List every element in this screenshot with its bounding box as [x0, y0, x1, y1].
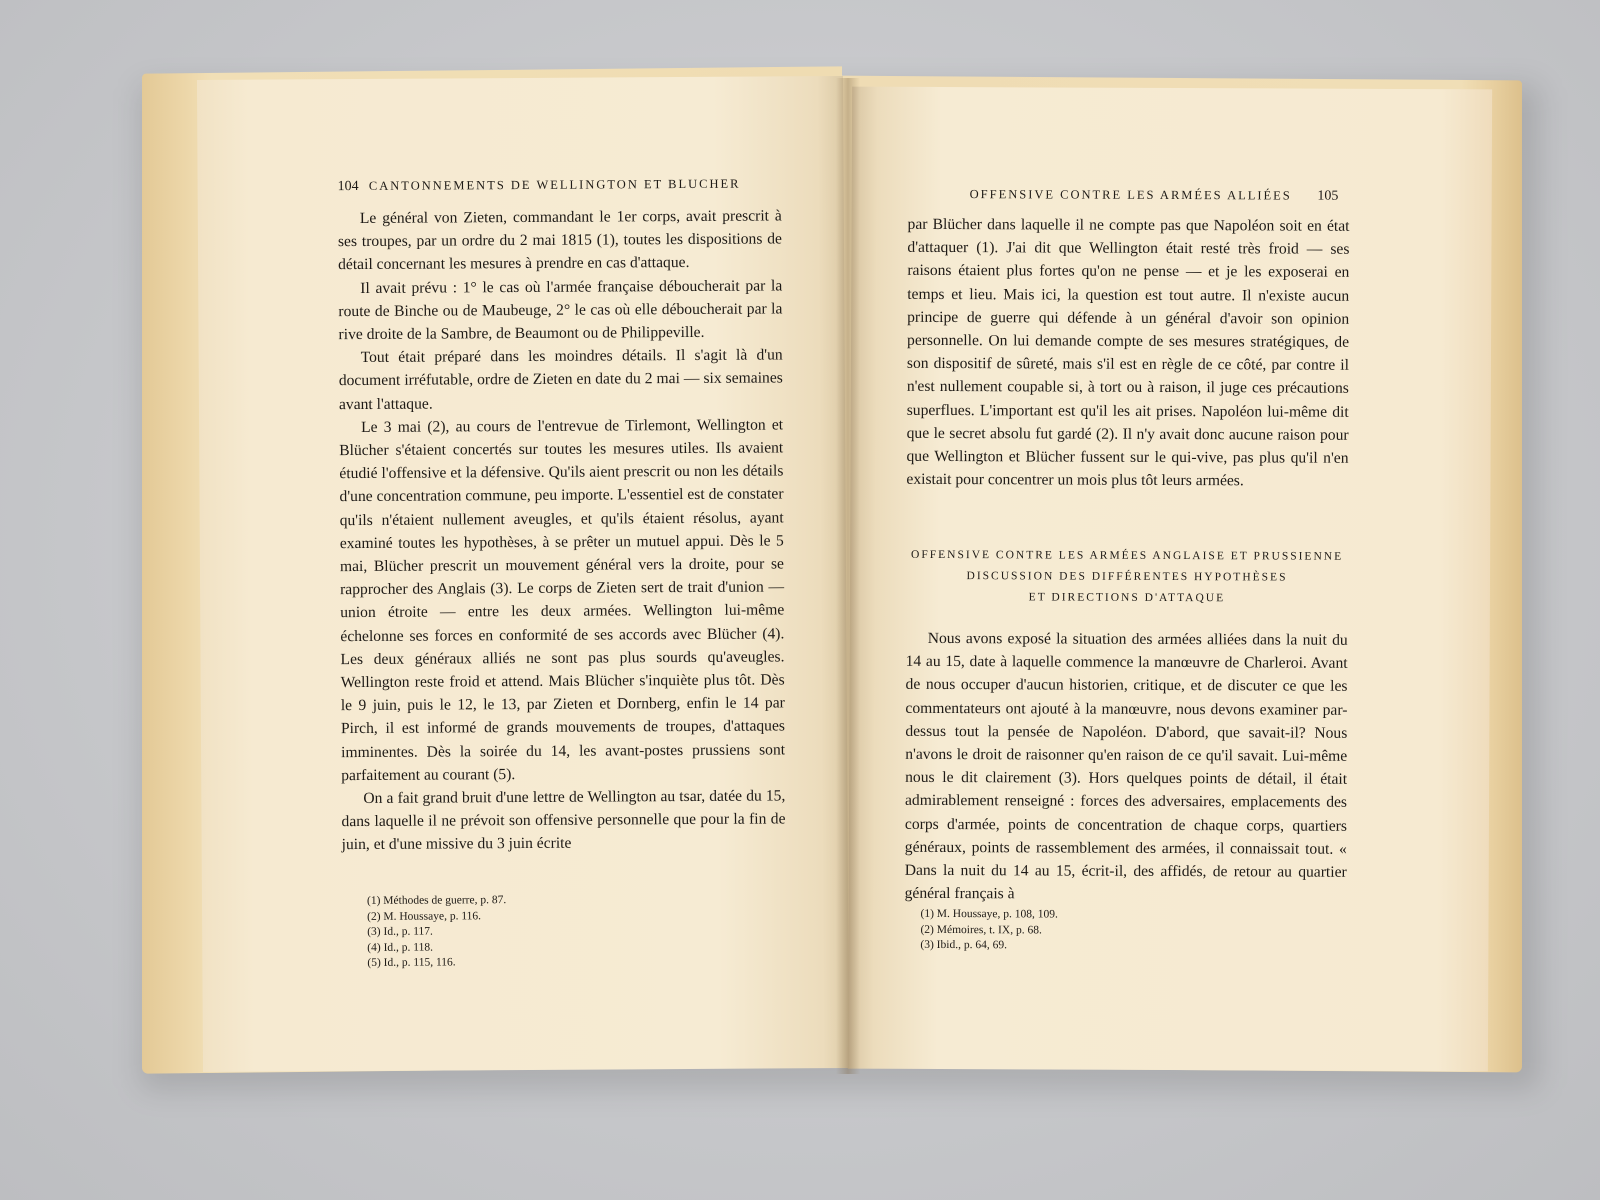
book-gutter	[836, 78, 860, 1074]
right-body-text-top	[906, 213, 1349, 493]
right-running-head	[970, 187, 1339, 205]
footnote: (5) Id., p. 115, 116.	[367, 956, 456, 969]
right-page	[848, 87, 1492, 1072]
right-page-number: 105	[1317, 188, 1339, 204]
section-heading-line: ET DIRECTIONS D'ATTAQUE	[1028, 591, 1226, 605]
left-footnotes	[367, 893, 507, 971]
footnote: (1) M. Houssaye, p. 108, 109.	[920, 907, 1058, 921]
left-page-number: 104	[337, 178, 359, 195]
footnote: (3) Ibid., p. 64, 69.	[920, 938, 1007, 952]
left-body-text	[338, 204, 786, 856]
footnote: (1) Méthodes de guerre, p. 87.	[366, 894, 507, 907]
section-heading-line: DISCUSSION DES DIFFÉRENTES HYPOTHÈSES	[966, 570, 1288, 584]
section-heading-line: OFFENSIVE CONTRE LES ARMÉES ANGLAISE ET PRUSSIENNE	[911, 548, 1344, 563]
paragraph: Le 3 mai (2), au cours de l'entrevue de Tirlemont, Wellington et Blücher s'étaient concertés sur toutes les mesures utiles. Ils avaient étudié l'offensive et la défensive. Qu'ils aient prescrit ou non les détails d'une concentration commune, peu importe. L'essentiel est de constater qu'ils n'étaient nullement aveugles, et qu'ils étaient résolus, ayant examiné toutes les hypothèses, à se prêter un mutuel appui. Dès le 5 mai, Blücher prescrit un mouvement général vers la droite, pour se rapprocher des Anglais (3). Le corps de Zieten sert de trait d'union — union étroite — entre les deux armées. Wellington lui-même échelonne ses forces en conformité de ses accords avec Blücher (4). Les deux généraux alliés ne sont pas plus sourds qu'aveugles. Wellington reste froid et attend. Mais Blücher s'inquiète plus tôt. Dès le 9 juin, puis le 12, le 13, par Zieten et Dornberg, enfin le 14 par Pirch, il est informé de grands mouvements de troupes, d'attaques imminentes. Dès la soirée du 14, les avant-postes prussiens sont parfaitement au courant (5).	[339, 416, 786, 784]
footnote: (3) Id., p. 117.	[367, 925, 433, 938]
left-page	[197, 76, 849, 1072]
paragraph: Tout était préparé dans les moindres détails. Il s'agit là d'un document irréfutable, ordre de Zieten en date du 2 mai — six semaines avant l'attaque.	[338, 346, 783, 413]
paragraph: Il avait prévu : 1° le cas où l'armée française déboucherait par la route de Binche ou de Maubeuge, 2° le cas où elle déboucherait par la rive droite de la Sambre, de Beaumont ou de Philippeville.	[338, 277, 783, 344]
paragraph: Nous avons exposé la situation des armées alliées dans la nuit du 14 au 15, date à laquelle commence la manœuvre de Charleroi. Avant de nous occuper d'aucun historien, critique, et de discuter ce que les commentateurs ont ajouté à la manœuvre, nous devons examiner par-dessus tout la pensée de Napoléon. D'abord, que savait-il? Nous n'avons le droit de raisonner qu'en raison de ce qu'il savait. Lui-même nous le dit clairement (3). Hors quelques points de détail, il était admirablement renseigné : forces des adversaires, emplacements des corps d'armée, points de concentration de chaque corps, quartiers généraux, points de rassemblement des armées, il connaissait tout. « Dans la nuit du 14 au 15, écrit-il, des affidés, de retour au quartier général français à	[904, 629, 1348, 903]
right-footnotes	[920, 907, 1058, 954]
right-running-title: OFFENSIVE CONTRE LES ARMÉES ALLIÉES	[969, 187, 1292, 203]
footnote: (2) Mémoires, t. IX, p. 68.	[920, 923, 1042, 936]
footnote: (4) Id., p. 118.	[367, 941, 434, 954]
paragraph: Le général von Zieten, commandant le 1er corps, avait prescrit à ses troupes, par un ordre du 2 mai 1815 (1), toutes les dispositions de détail concernant les mesures à prendre en cas d'attaque.	[337, 207, 783, 274]
paragraph: par Blücher dans laquelle il ne compte pas que Napoléon soit en état d'attaquer (1). J'ai dit que Wellington était resté très froid — ses raisons étaient plus fortes qu'on ne pense — et je les exposerai en temps et lieu. Mais ici, la question est tout autre. Il n'existe aucun principe de guerre qui défende à un général d'avoir son opinion personnelle. On lui demande compte de ses mesures stratégiques, de son dispositif de sûreté, mais s'il est en règle de ce côté, par contre il n'est nullement coupable si, à tort ou à raison, il juge ces précautions superflues. L'important est qu'il les ait prises. Napoléon lui-même dit que le secret absolu fut gardé (2). Il n'y avait donc aucune raison pour que Wellington et Blücher fussent sur le qui-vive, pas plus qu'il n'en existait pour concentrer un mois plus tôt leurs armées.	[906, 215, 1350, 490]
right-body-text-bottom	[905, 627, 1348, 907]
left-running-head	[338, 177, 741, 195]
left-running-title: CANTONNEMENTS DE WELLINGTON ET BLUCHER	[368, 176, 741, 193]
section-heading	[906, 545, 1348, 610]
paragraph: On a fait grand bruit d'une lettre de Wellington au tsar, datée du 15, dans laquelle il ne prévoit son offensive personnelle que pour la fin de juin, et d'une missive du 3 juin écrite	[341, 787, 786, 854]
footnote: (2) M. Houssaye, p. 116.	[367, 909, 482, 923]
